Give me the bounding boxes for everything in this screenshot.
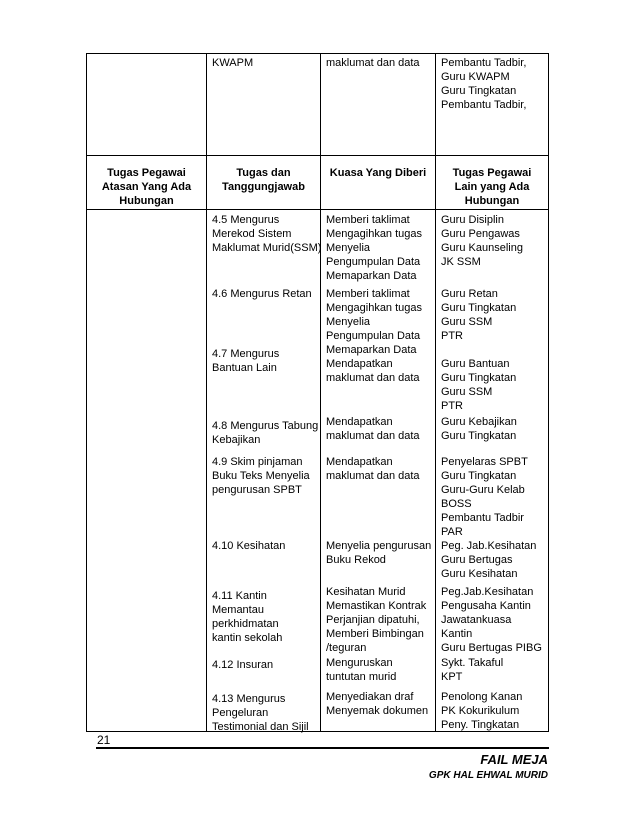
footer-subtitle: GPK HAL EHWAL MURID bbox=[428, 770, 548, 781]
table-left-border bbox=[86, 53, 87, 731]
top-row-lain: Pembantu Tadbir, Guru KWAPM Guru Tingkatan Pembantu Tadbir, bbox=[441, 57, 527, 111]
header-pegawai-lain: Tugas Pegawai Lain yang Ada Hubungan bbox=[452, 167, 532, 207]
row-tugas: 4.6 Mengurus Retan bbox=[212, 288, 312, 300]
column-divider-2 bbox=[320, 53, 321, 731]
row-lain: Penolong Kanan PK Kokurikulum Peny. Tingkatan bbox=[441, 691, 523, 731]
table-right-border bbox=[548, 53, 549, 731]
header-pegawai-atasan: Tugas Pegawai Atasan Yang Ada Hubungan bbox=[101, 167, 192, 207]
row-kuasa: Menguruskan tuntutan murid bbox=[326, 657, 397, 683]
row-kuasa: Mendapatkan maklumat dan data bbox=[326, 456, 420, 482]
top-row-tugas: KWAPM bbox=[212, 57, 254, 69]
row-tugas: 4.12 Insuran bbox=[212, 659, 274, 671]
header-tugas-tanggungjawab: Tugas dan Tanggungjawab bbox=[222, 167, 305, 193]
row-tugas: 4.5 Mengurus Merekod Sistem Maklumat Murid(SSM) bbox=[212, 214, 322, 254]
row-lain: Guru Bantuan Guru Tingkatan Guru SSM PTR bbox=[441, 358, 517, 412]
row-tugas: 4.8 Mengurus Tabung Kebajikan bbox=[212, 420, 319, 446]
row-tugas: 4.13 Mengurus Pengeluran Testimonial dan Sijil bbox=[212, 693, 309, 733]
header-kuasa-diberi: Kuasa Yang Diberi bbox=[329, 167, 427, 179]
row-tugas: 4.10 Kesihatan bbox=[212, 540, 286, 552]
row-lain: Penyelaras SPBT Guru Tingkatan Guru-Guru Kelab BOSS Pembantu Tadbir PAR bbox=[441, 456, 528, 538]
row-kuasa: Menyediakan draf Menyemak dokumen bbox=[326, 691, 429, 717]
row-lain: Guru Retan Guru Tingkatan Guru SSM PTR bbox=[441, 288, 517, 342]
row-kuasa: Mendapatkan maklumat dan data bbox=[326, 416, 420, 442]
row-lain: Peg. Jab.Kesihatan Guru Bertugas Guru Kesihatan bbox=[441, 540, 537, 580]
row-lain: Peg.Jab.Kesihatan Pengusaha Kantin Jawatankuasa Kantin Guru Bertugas PIBG bbox=[441, 586, 542, 654]
column-divider-1 bbox=[206, 53, 207, 731]
table-top-border bbox=[86, 53, 549, 54]
header-top-border bbox=[86, 155, 549, 156]
row-tugas: 4.9 Skim pinjaman Buku Teks Menyelia pengurusan SPBT bbox=[212, 456, 310, 496]
row-lain: Sykt. Takaful KPT bbox=[441, 657, 504, 683]
row-lain: Guru Disiplin Guru Pengawas Guru Kaunseling JK SSM bbox=[441, 214, 523, 268]
row-kuasa: Memberi taklimat Mengagihkan tugas Menyelia Pengumpulan Data Memaparkan Data bbox=[326, 288, 423, 356]
row-tugas: 4.7 Mengurus Bantuan Lain bbox=[212, 348, 280, 374]
row-lain: Guru Kebajikan Guru Tingkatan bbox=[441, 416, 517, 442]
row-kuasa: Mendapatkan maklumat dan data bbox=[326, 358, 420, 384]
header-bottom-border bbox=[86, 209, 549, 210]
row-kuasa: Menyelia pengurusan Buku Rekod bbox=[326, 540, 432, 566]
row-kuasa: Kesihatan Murid Memastikan Kontrak Perjanjian dipatuhi, Memberi Bimbingan /teguran bbox=[326, 586, 427, 654]
page-number: 21 bbox=[97, 733, 111, 747]
footer-rule bbox=[96, 747, 549, 749]
column-divider-3 bbox=[435, 53, 436, 731]
top-row-kuasa: maklumat dan data bbox=[326, 57, 420, 69]
row-tugas: 4.11 Kantin Memantau perkhidmatan kantin sekolah bbox=[212, 590, 283, 644]
row-kuasa: Memberi taklimat Mengagihkan tugas Menyelia Pengumpulan Data Memaparkan Data bbox=[326, 214, 423, 282]
footer-title: FAIL MEJA bbox=[480, 752, 548, 767]
